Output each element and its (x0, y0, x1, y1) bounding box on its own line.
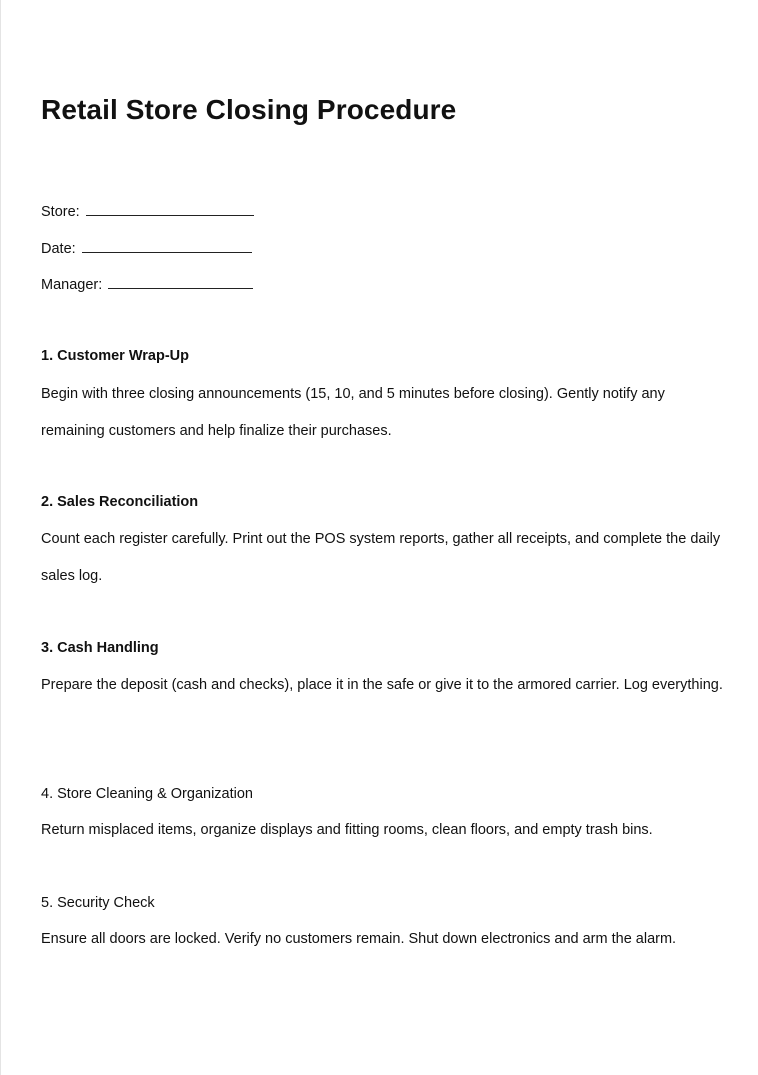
date-label: Date: (41, 241, 76, 257)
section-heading-sales-reconciliation: 2. Sales Reconciliation (41, 494, 199, 510)
page-title: Retail Store Closing Procedure (41, 94, 457, 125)
section-heading-store-cleaning: 4. Store Cleaning & Organization (41, 786, 253, 802)
section-heading-cash-handling: 3. Cash Handling (41, 640, 159, 656)
date-blank-line[interactable] (82, 240, 252, 253)
section-body-customer-wrap-up: Begin with three closing announcements (15, 10, and 5 minutes before closing). Gently notify any remaining customers and help finalize their purchases. (41, 386, 665, 439)
section-body-store-cleaning: Return misplaced items, organize displays and fitting rooms, clean floors, and empty trash bins. (41, 822, 653, 838)
manager-blank-line[interactable] (108, 276, 253, 289)
section-heading-security-check: 5. Security Check (41, 895, 155, 911)
section-body-security-check: Ensure all doors are locked. Verify no customers remain. Shut down electronics and arm the alarm. (41, 931, 677, 947)
store-label: Store: (41, 204, 80, 220)
store-field (41, 203, 254, 220)
manager-label: Manager: (41, 277, 103, 293)
section-body-sales-reconciliation: Count each register carefully. Print out the POS system reports, gather all receipts, and complete the daily sales log. (41, 531, 721, 584)
section-body-cash-handling: Prepare the deposit (cash and checks), place it in the safe or give it to the armored carrier. Log everything. (41, 677, 723, 693)
store-blank-line[interactable] (86, 203, 254, 216)
manager-field (41, 276, 253, 293)
section-heading-customer-wrap-up: 1. Customer Wrap-Up (41, 348, 189, 364)
date-field (41, 240, 252, 257)
